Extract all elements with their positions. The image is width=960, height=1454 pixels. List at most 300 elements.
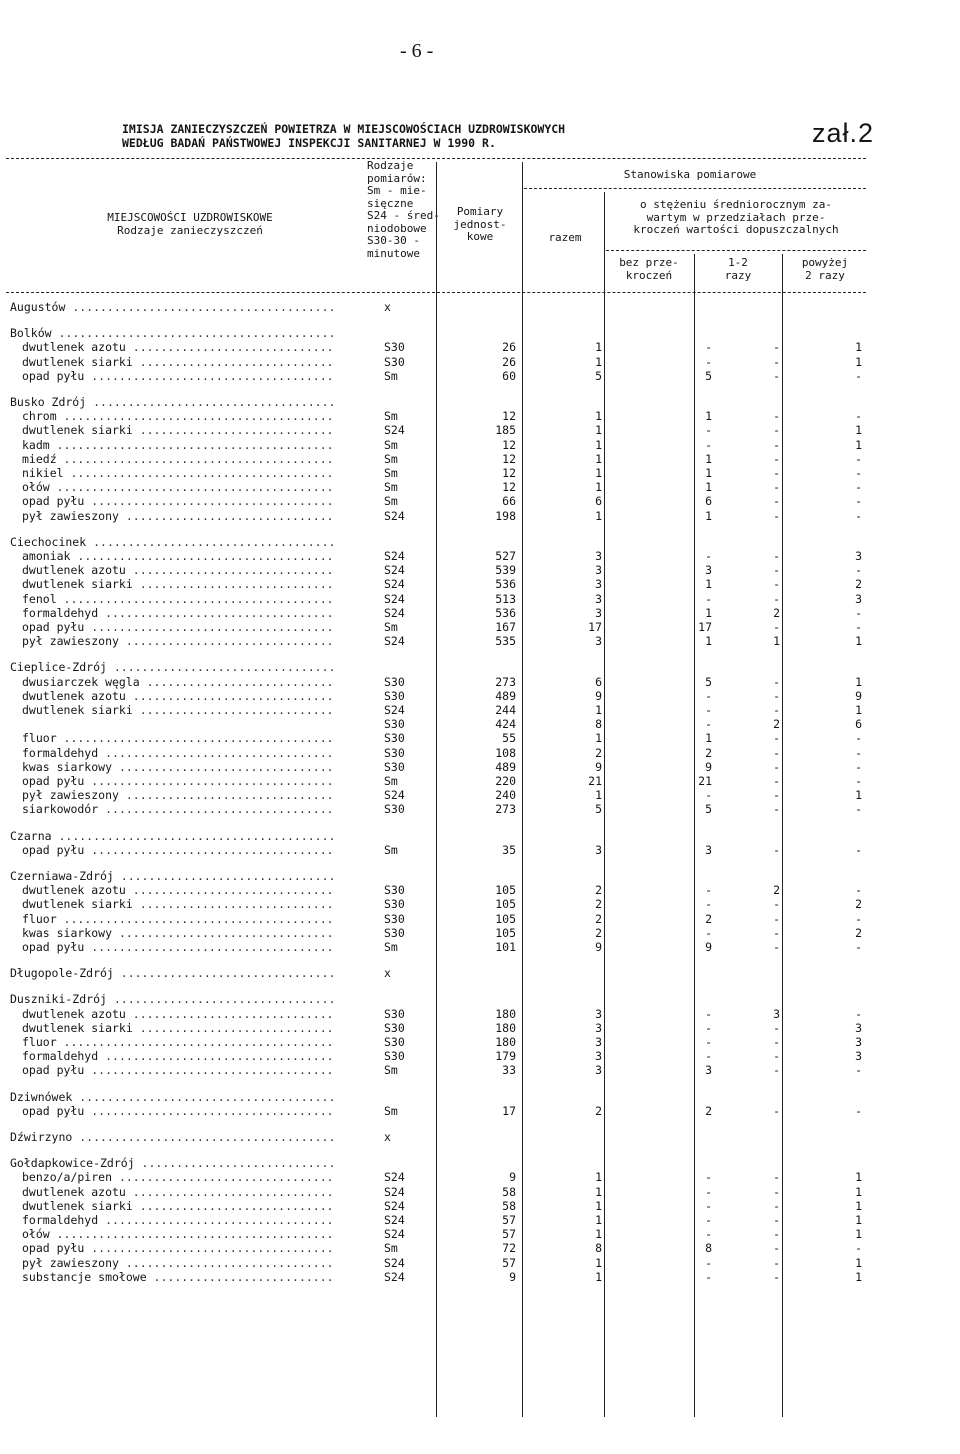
row-label: pył zawieszony — [22, 634, 119, 649]
no-exceedance-cell: 1 — [705, 605, 712, 620]
exceedance-over-2-cell: - — [855, 368, 862, 383]
leader-dots: ............................. — [125, 883, 334, 898]
stations-total-cell: 2 — [595, 925, 602, 940]
stations-total-cell: 3 — [595, 1035, 602, 1049]
measurement-type-cell: S24 — [384, 1255, 405, 1270]
measurement-type-cell: Sm — [384, 620, 398, 634]
pollutant-row — [0, 634, 960, 648]
leader-dots: .............................. — [118, 634, 334, 649]
pollutant-name — [22, 452, 334, 466]
measurement-type-cell: x — [384, 1130, 391, 1144]
unit-measurements-cell: 424 — [495, 717, 516, 732]
leader-dots: ............................... — [112, 925, 334, 940]
pollutant-row — [0, 1256, 960, 1270]
pollutant-name — [22, 1035, 334, 1049]
place-name — [10, 869, 335, 883]
pollutant-name — [22, 438, 334, 452]
pollutant-name — [22, 1185, 334, 1199]
no-exceedance-cell: 3 — [705, 1063, 712, 1078]
measurement-type-cell: S24 — [384, 1269, 405, 1284]
row-label: dwutlenek siarki — [22, 354, 133, 369]
stations-total-cell: 6 — [595, 674, 602, 689]
exceedance-over-2-cell: 1 — [855, 1184, 862, 1199]
pollutant-row — [0, 592, 960, 606]
unit-measurements-cell: 527 — [495, 549, 516, 563]
unit-measurements-cell: 55 — [502, 731, 516, 746]
leader-dots: ............................ — [132, 703, 334, 717]
pollutant-name — [22, 355, 334, 369]
leader-dots: ............................... — [113, 869, 336, 883]
row-label: dwutlenek siarki — [22, 577, 133, 592]
unit-measurements-cell: 180 — [495, 1006, 516, 1021]
leader-dots: ................................... — [84, 940, 334, 954]
pollutant-row — [0, 480, 960, 494]
exceedance-1-2-cell: - — [773, 911, 780, 926]
unit-measurements-cell: 180 — [495, 1020, 516, 1035]
leader-dots: ....................................... — [56, 1035, 334, 1049]
pollutant-row — [0, 940, 960, 954]
no-exceedance-cell: - — [705, 1227, 712, 1242]
unit-measurements-cell: 12 — [502, 480, 516, 495]
leader-dots: ....................................... — [56, 409, 334, 424]
row-label: Busko Zdrój — [10, 395, 87, 409]
stations-total-cell: 3 — [595, 842, 602, 857]
exceedance-over-2-cell: - — [855, 940, 862, 954]
no-exceedance-cell: 6 — [705, 494, 712, 509]
measurement-type-cell: S24 — [384, 508, 405, 523]
row-label: dwusiarczek węgla — [22, 674, 140, 689]
row-label: Ciechocinek — [10, 534, 87, 549]
stations-total-cell: 8 — [595, 717, 602, 732]
exceedance-1-2-cell: - — [773, 437, 780, 452]
leader-dots: ............................ — [132, 577, 334, 592]
measurement-type-cell: S30 — [384, 1006, 405, 1021]
pollutant-row — [0, 355, 960, 369]
exceedance-over-2-cell: 1 — [855, 437, 862, 452]
row-label: Długopole-Zdrój — [10, 966, 114, 981]
row-label: Augustów — [10, 300, 66, 314]
exceedance-over-2-cell: 1 — [855, 340, 862, 355]
leader-dots: ...................................... — [63, 466, 334, 480]
measurement-type-cell: Sm — [384, 480, 398, 495]
pollutant-row — [0, 788, 960, 802]
row-label: formaldehyd — [22, 745, 99, 760]
unit-measurements-cell: 66 — [502, 494, 516, 509]
measurement-type-cell: Sm — [384, 842, 398, 857]
exceedance-1-2-cell: - — [773, 368, 780, 383]
measurement-type-cell: S30 — [384, 340, 405, 355]
pollutant-name — [22, 1241, 334, 1255]
no-exceedance-cell: - — [705, 688, 712, 703]
leader-dots: ............................ — [132, 354, 334, 369]
row-label: fluor — [22, 1035, 57, 1049]
pollutant-name — [22, 1104, 334, 1118]
pollutant-row — [0, 746, 960, 760]
measurement-type-cell: S24 — [384, 788, 405, 803]
stations-total-cell: 1 — [595, 1213, 602, 1227]
exceedance-over-2-cell: 1 — [855, 423, 862, 438]
unit-measurements-cell: 105 — [495, 897, 516, 912]
pollutant-row — [0, 369, 960, 383]
exceedance-1-2-cell: - — [773, 354, 780, 369]
stations-total-cell: 1 — [595, 788, 602, 803]
stations-total-cell: 1 — [595, 480, 602, 495]
pollutant-name — [22, 606, 334, 620]
exceedance-over-2-cell: - — [855, 802, 862, 817]
exceedance-1-2-cell: - — [773, 480, 780, 495]
no-exceedance-cell: - — [705, 1049, 712, 1064]
leader-dots: ................................. — [98, 802, 334, 817]
exceedance-over-2-cell: 1 — [855, 1213, 862, 1227]
stations-total-cell: 17 — [588, 620, 602, 634]
pollutant-row — [0, 883, 960, 897]
no-exceedance-cell: 1 — [705, 409, 712, 424]
stations-total-cell: 1 — [595, 731, 602, 746]
no-exceedance-cell: - — [705, 1255, 712, 1270]
exceedance-over-2-cell: 3 — [855, 1035, 862, 1049]
exceedance-1-2-cell: - — [773, 788, 780, 803]
pollutant-name — [22, 480, 334, 494]
pollutant-name — [22, 760, 334, 774]
title-line-2: WEDŁUG BADAŃ PAŃSTWOWEJ INSPEKCJI SANITARNEJ W 1990 R. — [122, 136, 496, 150]
exceedance-over-2-cell: - — [855, 620, 862, 634]
pollutant-row — [0, 620, 960, 634]
unit-measurements-cell: 72 — [502, 1241, 516, 1256]
pollutant-row — [0, 926, 960, 940]
exceedance-1-2-cell: - — [773, 466, 780, 480]
no-exceedance-cell: - — [705, 1269, 712, 1284]
pollutant-row — [0, 1007, 960, 1021]
measurement-type-cell: Sm — [384, 437, 398, 452]
row-label: formaldehyd — [22, 1213, 99, 1227]
leader-dots: ............................. — [125, 688, 334, 703]
measurement-type-cell: Sm — [384, 940, 398, 954]
no-exceedance-cell: - — [705, 925, 712, 940]
stations-total-cell: 1 — [595, 354, 602, 369]
leader-dots: ............................ — [132, 1020, 334, 1035]
pollutant-row — [0, 340, 960, 354]
pollutant-row — [0, 675, 960, 689]
stations-total-cell: 5 — [595, 802, 602, 817]
exceedance-1-2-cell: - — [773, 774, 780, 788]
place-row — [0, 395, 960, 409]
pollutant-row — [0, 1213, 960, 1227]
pollutant-row — [0, 409, 960, 423]
exceedance-over-2-cell: - — [855, 1103, 862, 1118]
no-exceedance-cell: - — [705, 1020, 712, 1035]
stations-total-cell: 2 — [595, 745, 602, 760]
row-label: kwas siarkowy — [22, 925, 113, 940]
exceedance-over-2-cell: - — [855, 883, 862, 898]
pollutant-name — [22, 1063, 334, 1077]
no-exceedance-cell: 1 — [705, 466, 712, 480]
unit-measurements-cell: 220 — [495, 774, 516, 788]
unit-measurements-cell: 9 — [509, 1269, 516, 1284]
stations-total-cell: 3 — [595, 634, 602, 649]
row-label: fluor — [22, 911, 57, 926]
place-name — [10, 300, 335, 314]
header-rodzaje-5: S24 - śred- — [367, 209, 440, 222]
pollutant-row — [0, 577, 960, 591]
stations-total-cell: 1 — [595, 437, 602, 452]
pollutant-name — [22, 620, 334, 634]
exceedance-1-2-cell: - — [773, 1241, 780, 1256]
header-rodzaje-4: sięczne — [367, 196, 414, 210]
pollutant-row — [0, 1185, 960, 1199]
place-name — [10, 829, 335, 843]
pollutant-row — [0, 1199, 960, 1213]
row-label: fluor — [22, 731, 57, 746]
unit-measurements-cell: 108 — [495, 745, 516, 760]
exceedance-1-2-cell: - — [773, 1198, 780, 1213]
pollutant-name — [22, 369, 334, 383]
measurement-type-cell: S30 — [384, 674, 405, 689]
measurement-type-cell: S30 — [384, 1035, 405, 1049]
no-exceedance-cell: 2 — [705, 911, 712, 926]
unit-measurements-cell: 198 — [495, 508, 516, 523]
place-row — [0, 869, 960, 883]
exceedance-1-2-cell: - — [773, 688, 780, 703]
unit-measurements-cell: 12 — [502, 466, 516, 480]
leader-dots: ........................................ — [51, 326, 336, 341]
unit-measurements-cell: 12 — [502, 451, 516, 466]
exceedance-over-2-cell: - — [855, 1006, 862, 1021]
unit-measurements-cell: 489 — [495, 688, 516, 703]
exceedance-1-2-cell: - — [773, 340, 780, 355]
exceedance-over-2-cell: - — [855, 731, 862, 746]
row-label: kadm — [22, 437, 50, 452]
header-1-2-razy — [696, 257, 780, 282]
exceedance-1-2-cell: - — [773, 1184, 780, 1199]
header-pow-1: powyżej — [801, 256, 849, 269]
header-przedzialy-1: o stężeniu średniorocznym za- — [639, 198, 833, 211]
measurement-type-cell: Sm — [384, 451, 398, 466]
stations-total-cell: 3 — [595, 605, 602, 620]
stations-total-cell: 1 — [595, 1184, 602, 1199]
exceedance-over-2-cell: 1 — [855, 674, 862, 689]
exceedance-over-2-cell: 1 — [855, 788, 862, 803]
exceedance-1-2-cell: - — [773, 1213, 780, 1227]
no-exceedance-cell: - — [705, 1184, 712, 1199]
leader-dots: ................................... — [84, 620, 334, 634]
measurement-type-cell: S24 — [384, 423, 405, 438]
exceedance-over-2-cell: 9 — [855, 688, 862, 703]
place-name — [10, 326, 335, 340]
exceedance-1-2-cell: - — [773, 897, 780, 912]
row-label: opad pyłu — [22, 940, 85, 954]
przedzialy-rule — [606, 250, 866, 251]
pollutant-name — [22, 1021, 334, 1035]
row-label: opad pyłu — [22, 620, 85, 634]
row-label: opad pyłu — [22, 1103, 85, 1118]
exceedance-1-2-cell: 2 — [773, 883, 780, 898]
leader-dots: ............................. — [125, 563, 334, 578]
pollutant-name — [22, 788, 334, 802]
place-row — [0, 992, 960, 1006]
exceedance-over-2-cell: - — [855, 605, 862, 620]
unit-measurements-cell: 57 — [502, 1255, 516, 1270]
pollutant-name — [22, 926, 334, 940]
exceedance-1-2-cell: 3 — [773, 1006, 780, 1021]
header-pomiary-1: Pomiary — [456, 205, 504, 218]
header-rodzaje-2: pomiarów: — [367, 171, 427, 185]
no-exceedance-cell: - — [705, 703, 712, 717]
row-label: Czerniawa-Zdrój — [10, 869, 114, 883]
exceedance-1-2-cell: - — [773, 563, 780, 578]
leader-dots: ................................... — [84, 1103, 334, 1118]
leader-dots: ....................................... — [56, 731, 334, 746]
stations-total-cell: 3 — [595, 549, 602, 563]
unit-measurements-cell: 33 — [502, 1063, 516, 1078]
row-label: opad pyłu — [22, 368, 85, 383]
leader-dots: ................................... — [84, 494, 334, 509]
leader-dots: ................................ — [106, 660, 336, 675]
header-miejscowosci — [70, 212, 310, 237]
row-label: dwutlenek azotu — [22, 1006, 126, 1021]
measurement-type-cell: S24 — [384, 1198, 405, 1213]
no-exceedance-cell: 17 — [698, 620, 712, 634]
pollutant-row — [0, 703, 960, 717]
stations-total-cell: 1 — [595, 340, 602, 355]
pollutant-row — [0, 494, 960, 508]
header-rodzaje-7: S30-30 - — [367, 234, 420, 247]
exceedance-over-2-cell: - — [855, 1241, 862, 1256]
pollutant-row — [0, 689, 960, 703]
measurement-type-cell: S30 — [384, 354, 405, 369]
header-miejscowosci-line2: Rodzaje zanieczyszczeń — [117, 223, 263, 237]
measurement-type-cell: S30 — [384, 883, 405, 898]
leader-dots: ............................ — [132, 1198, 334, 1213]
exceedance-1-2-cell: - — [773, 591, 780, 606]
pollutant-name — [22, 1007, 334, 1021]
header-powyzej-2-razy — [784, 257, 866, 282]
exceedance-over-2-cell: 2 — [855, 577, 862, 592]
pollutant-name — [22, 746, 334, 760]
measurement-type-cell: S30 — [384, 688, 405, 703]
pollutant-name — [22, 423, 334, 437]
exceedance-over-2-cell: - — [855, 1063, 862, 1078]
measurement-type-cell: S24 — [384, 703, 405, 717]
header-rodzaje-6: niodobowe — [367, 221, 427, 235]
leader-dots: .............................. — [118, 788, 334, 803]
leader-dots: ................................... — [86, 395, 336, 409]
measurement-type-cell: S24 — [384, 605, 405, 620]
unit-measurements-cell: 244 — [495, 703, 516, 717]
leader-dots: ....................................... — [56, 591, 334, 606]
stations-total-cell: 5 — [595, 368, 602, 383]
no-exceedance-cell: - — [705, 1006, 712, 1021]
measurement-type-cell: Sm — [384, 409, 398, 424]
stations-total-cell: 2 — [595, 897, 602, 912]
stations-total-cell: 2 — [595, 883, 602, 898]
stations-total-cell: 3 — [595, 1049, 602, 1064]
pollutant-row — [0, 452, 960, 466]
no-exceedance-cell: - — [705, 1170, 712, 1185]
header-pomiary-2: jednost- — [453, 217, 507, 231]
stations-total-cell: 21 — [588, 774, 602, 788]
exceedance-1-2-cell: - — [773, 1227, 780, 1242]
leader-dots: ............................ — [132, 897, 334, 912]
no-exceedance-cell: - — [705, 354, 712, 369]
no-exceedance-cell: - — [705, 591, 712, 606]
measurement-type-cell: S24 — [384, 634, 405, 649]
leader-dots: ................................... — [84, 1063, 334, 1078]
measurement-type-cell: S30 — [384, 1049, 405, 1064]
exceedance-over-2-cell: - — [855, 508, 862, 523]
row-label: miedź — [22, 451, 57, 466]
pollutant-row — [0, 1104, 960, 1118]
exceedance-over-2-cell: - — [855, 759, 862, 774]
pollutant-name — [22, 634, 334, 648]
measurement-type-cell: Sm — [384, 1063, 398, 1078]
exceedance-over-2-cell: 1 — [855, 1269, 862, 1284]
unit-measurements-cell: 167 — [495, 620, 516, 634]
row-label: nikiel — [22, 466, 64, 480]
leader-dots: ....................................... — [56, 911, 334, 926]
place-row — [0, 1090, 960, 1104]
exceedance-over-2-cell: 1 — [855, 1255, 862, 1270]
measurement-type-cell: S30 — [384, 731, 405, 746]
exceedance-over-2-cell: - — [855, 466, 862, 480]
pollutant-row — [0, 843, 960, 857]
document-title — [122, 122, 565, 150]
row-label: Bolków — [10, 326, 52, 341]
place-name — [10, 395, 335, 409]
pollutant-name — [22, 883, 334, 897]
pollutant-name — [22, 703, 334, 717]
stations-total-cell: 3 — [595, 1063, 602, 1078]
row-label: substancje smołowe — [22, 1269, 147, 1284]
pollutant-name — [22, 774, 334, 788]
measurement-type-cell: S30 — [384, 759, 405, 774]
header-stanowiska: Stanowiska pomiarowe — [623, 168, 757, 181]
pollutant-name — [22, 577, 334, 591]
leader-dots: ................................... — [84, 368, 334, 383]
stations-total-cell: 1 — [595, 409, 602, 424]
row-label: opad pyłu — [22, 774, 85, 788]
exceedance-over-2-cell: - — [855, 451, 862, 466]
measurement-type-cell: S24 — [384, 563, 405, 578]
pollutant-row — [0, 774, 960, 788]
unit-measurements-cell: 57 — [502, 1227, 516, 1242]
row-label: siarkowodór — [22, 802, 99, 817]
leader-dots: ................................... — [84, 842, 334, 857]
pollutant-row — [0, 717, 960, 731]
leader-dots: ........................................ — [49, 480, 334, 495]
stations-total-cell: 9 — [595, 940, 602, 954]
no-exceedance-cell: 1 — [705, 508, 712, 523]
header-przedzialy-2: wartym w przedziałach prze- — [646, 210, 826, 224]
stations-total-cell: 1 — [595, 451, 602, 466]
stations-total-cell: 2 — [595, 1103, 602, 1118]
unit-measurements-cell: 105 — [495, 925, 516, 940]
leader-dots: .......................... — [146, 1269, 334, 1284]
exceedance-over-2-cell: - — [855, 745, 862, 760]
pollutant-name — [22, 466, 334, 480]
stations-total-cell: 1 — [595, 1269, 602, 1284]
leader-dots: ............................ — [134, 1156, 336, 1171]
no-exceedance-cell: - — [705, 897, 712, 912]
exceedance-1-2-cell: 2 — [773, 605, 780, 620]
pollutant-name — [22, 1199, 334, 1213]
pollutant-name — [22, 912, 334, 926]
row-label: dwutlenek azotu — [22, 883, 126, 898]
measurement-type-cell: S30 — [384, 897, 405, 912]
pollutant-row — [0, 912, 960, 926]
place-row — [0, 326, 960, 340]
measurement-type-cell: S30 — [384, 802, 405, 817]
pollutant-row — [0, 1035, 960, 1049]
